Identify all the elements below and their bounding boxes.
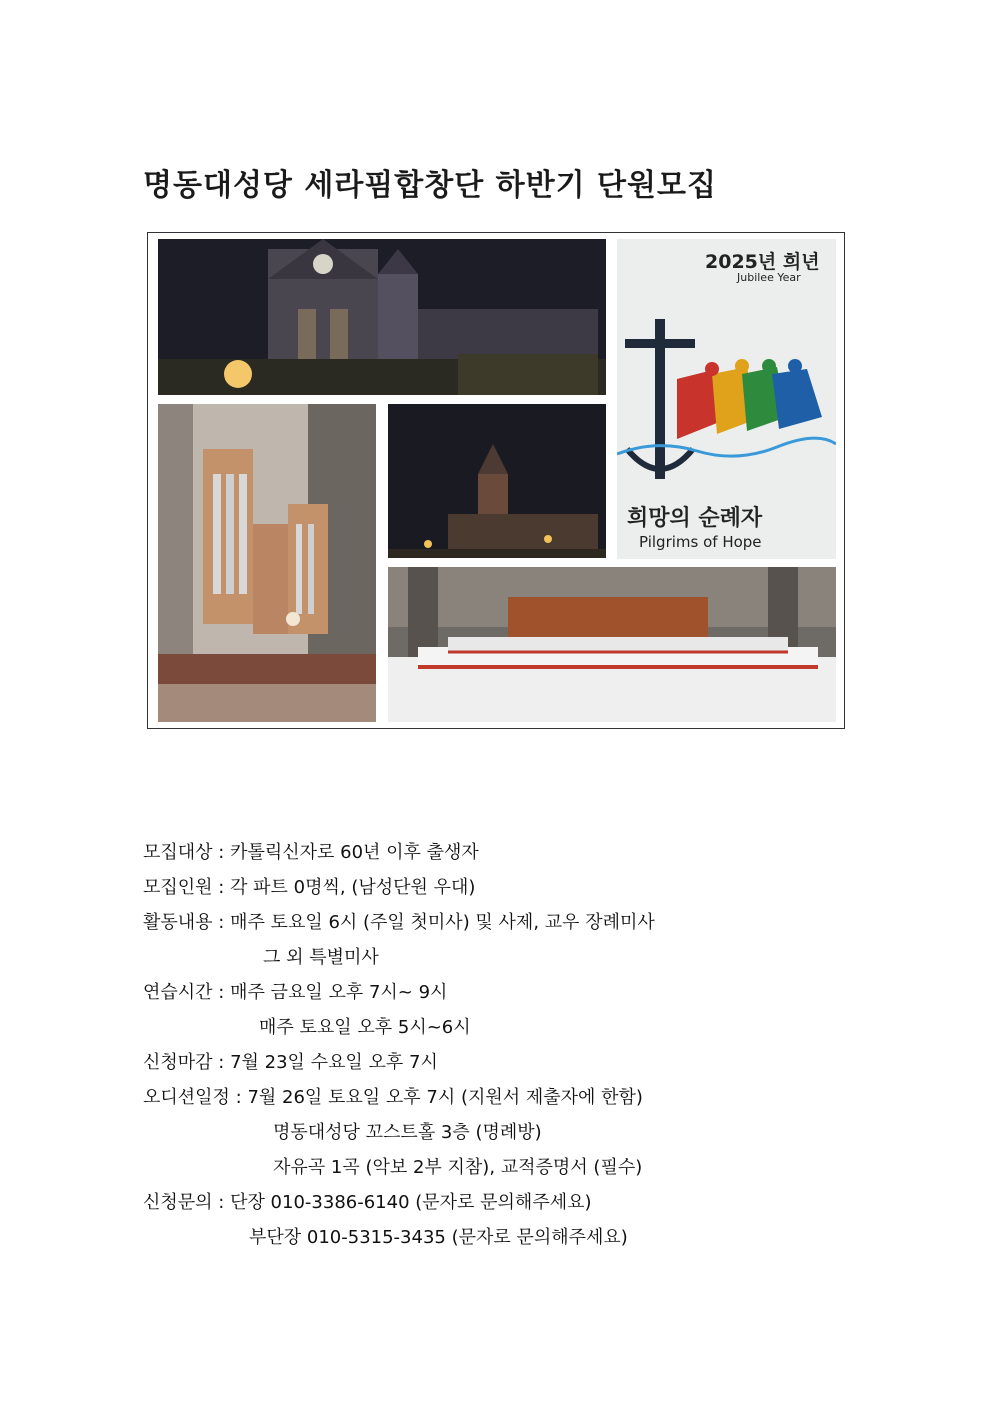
detail-row-contact-cont — [143, 1220, 863, 1255]
detail-value: 자유곡 1곡 (악보 2부 지참), 교적증명서 (필수) — [273, 1157, 643, 1178]
korean-motto-text: 희망의 순례자 — [627, 506, 763, 531]
page-title: 명동대성당 세라핌합창단 하반기 단원모집 — [143, 168, 717, 203]
detail-value: 7월 23일 수요일 오후 7시 — [230, 1052, 438, 1073]
detail-label: 신청문의 : — [143, 1192, 231, 1213]
detail-label: 오디션일정 : — [143, 1087, 248, 1108]
detail-label: 신청마감 : — [143, 1052, 231, 1073]
detail-value: 매주 토요일 오후 5시~6시 — [259, 1017, 471, 1038]
detail-row-activities-cont — [143, 940, 863, 975]
detail-value: 카톨릭신자로 60년 이후 출생자 — [230, 842, 479, 863]
detail-row-activities — [143, 905, 863, 940]
jubilee-logo-image — [617, 239, 836, 559]
detail-value: 매주 토요일 6시 (주일 첫미사) 및 사제, 교우 장례미사 — [230, 912, 655, 933]
detail-value: 7월 26일 토요일 오후 7시 (지원서 제출자에 한함) — [247, 1087, 643, 1108]
detail-row-contact — [143, 1185, 863, 1220]
detail-row-practice — [143, 975, 863, 1010]
detail-label: 연습시간 : — [143, 982, 231, 1003]
cathedral-tower-photo — [388, 404, 606, 558]
cathedral-night-photo — [158, 239, 606, 395]
detail-label: 활동내용 : — [143, 912, 231, 933]
english-motto-text: Pilgrims of Hope — [639, 533, 762, 551]
detail-value: 매주 금요일 오후 7시~ 9시 — [230, 982, 448, 1003]
detail-label: 모집인원 : — [143, 877, 231, 898]
jubilee-sub-text: Jubilee Year — [737, 271, 801, 284]
detail-row-deadline — [143, 1045, 863, 1080]
detail-row-audition — [143, 1080, 863, 1115]
detail-value: 명동대성당 꼬스트홀 3층 (명례방) — [273, 1122, 542, 1143]
detail-row-headcount — [143, 870, 863, 905]
detail-label: 모집대상 : — [143, 842, 231, 863]
detail-row-practice-cont — [143, 1010, 863, 1045]
detail-row-audition-place — [143, 1115, 863, 1150]
detail-value: 단장 010-3386-6140 (문자로 문의해주세요) — [230, 1192, 592, 1213]
jubilee-year-text: 2025년 희년 — [705, 251, 820, 273]
detail-row-target — [143, 835, 863, 870]
photo-collage — [147, 232, 845, 729]
detail-value: 그 외 특별미사 — [263, 947, 379, 968]
detail-row-audition-requirements — [143, 1150, 863, 1185]
pipe-organ-photo — [158, 404, 376, 722]
recruitment-details — [143, 835, 863, 1255]
choir-photo — [388, 567, 836, 722]
detail-value: 각 파트 0명씩, (남성단원 우대) — [230, 877, 476, 898]
detail-value: 부단장 010-5315-3435 (문자로 문의해주세요) — [249, 1227, 628, 1248]
